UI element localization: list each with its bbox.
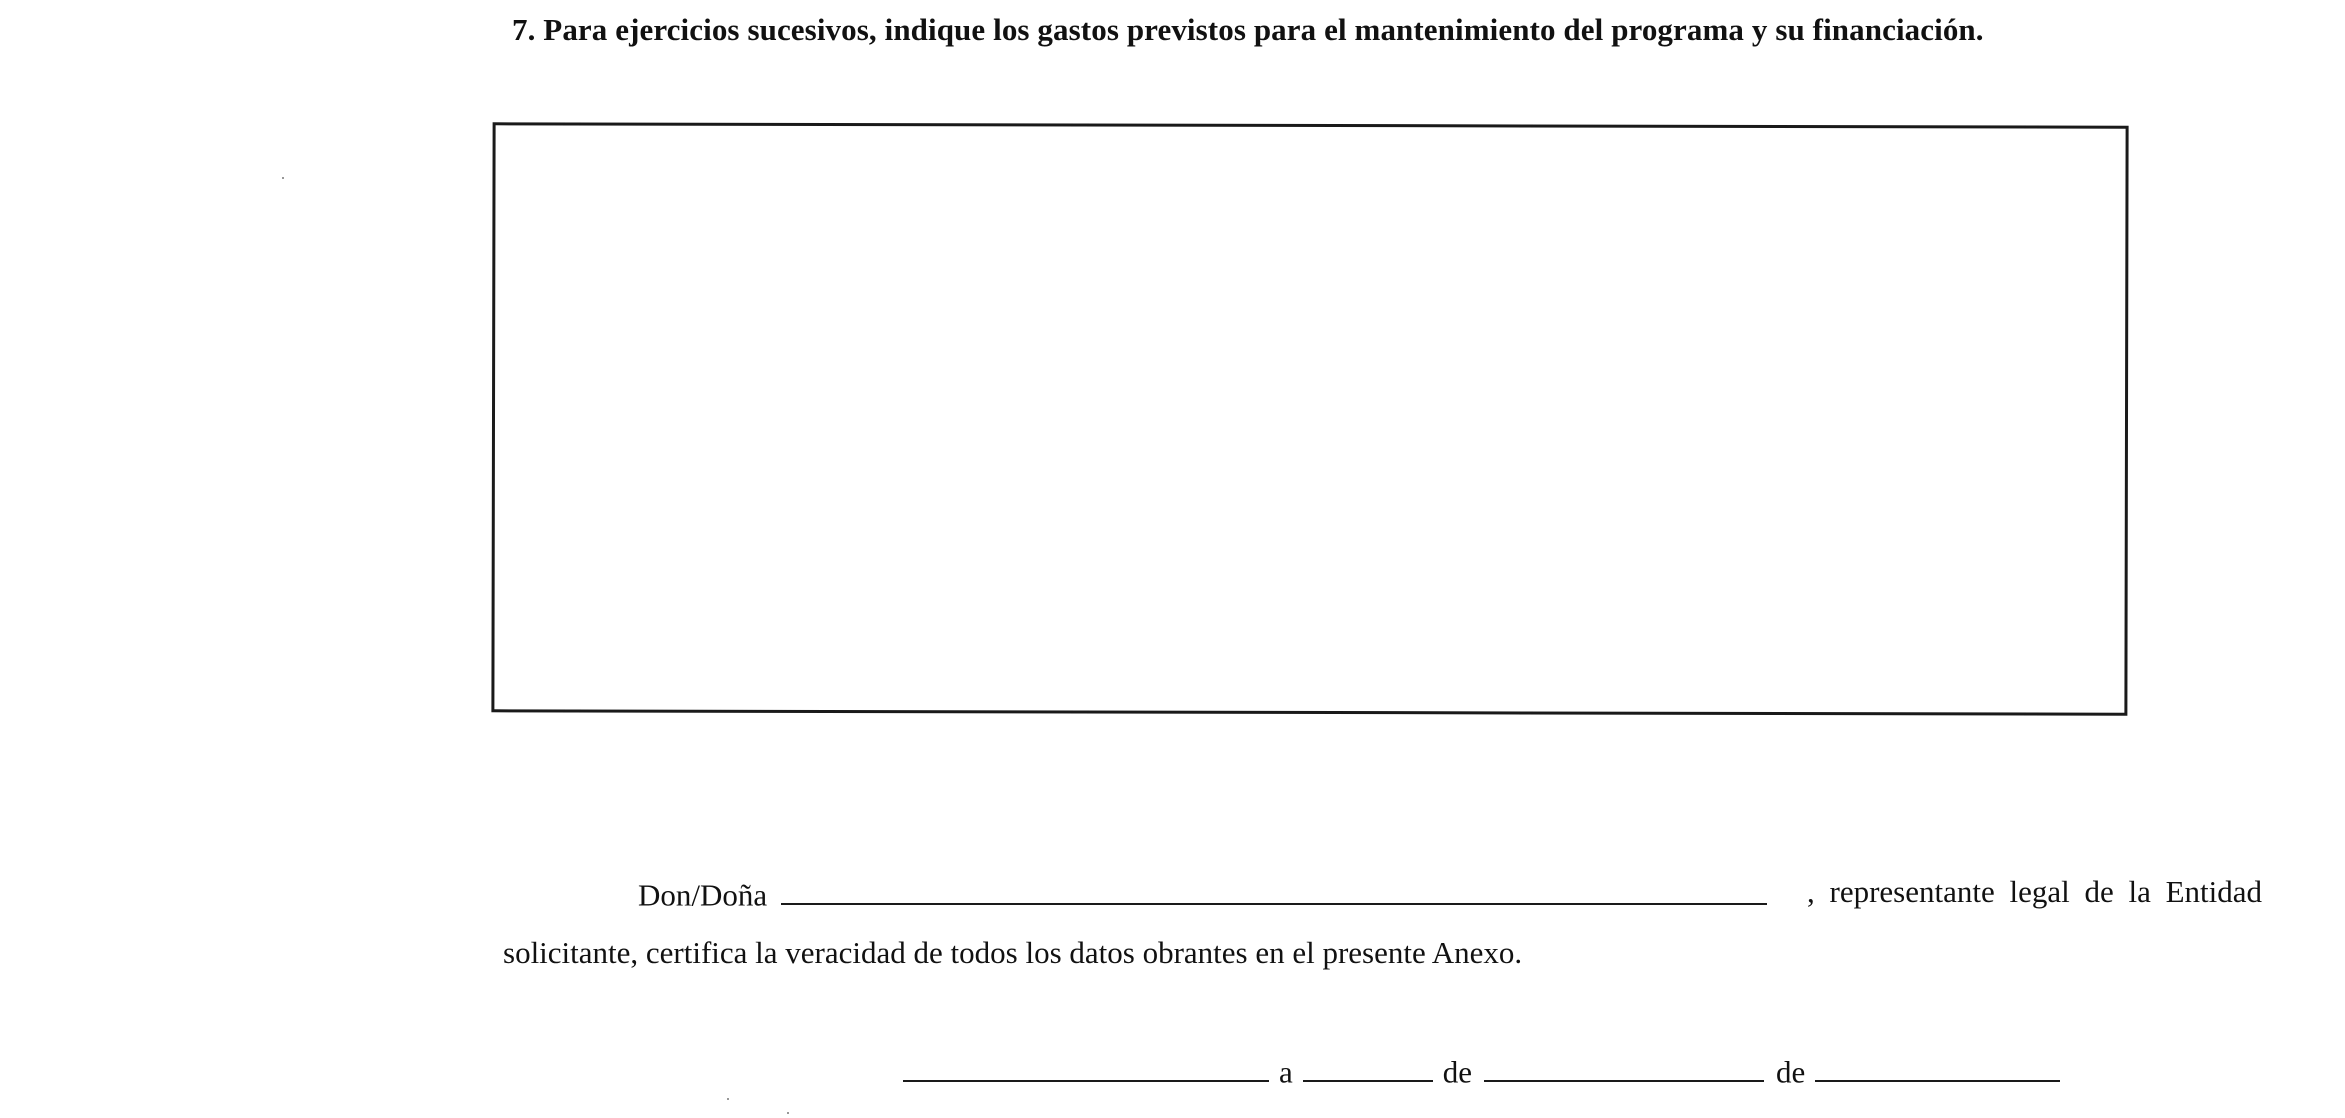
certification-line-1 [638, 874, 1779, 913]
representative-name-blank[interactable] [781, 874, 1767, 905]
day-blank[interactable] [1303, 1051, 1433, 1082]
response-box[interactable] [491, 122, 2128, 715]
date-de-label-1: de [1442, 1054, 1473, 1090]
scan-speck [727, 1098, 729, 1100]
date-a-label: a [1279, 1054, 1293, 1090]
don-dona-label: Don/Doña [638, 877, 768, 913]
scan-speck [282, 177, 284, 179]
section-7-heading: 7. Para ejercicios sucesivos, indique los gastos previstos para el mantenimiento del programa y su financiación. [512, 12, 1984, 47]
scan-speck [787, 1112, 789, 1114]
month-blank[interactable] [1484, 1051, 1764, 1082]
certification-line-2: solicitante, certifica la veracidad de todos los datos obrantes en el presente Anexo. [503, 935, 1523, 970]
certification-suffix: , representante legal de la Entidad [1807, 874, 2263, 909]
place-date-line [903, 1051, 2060, 1090]
year-blank[interactable] [1815, 1051, 2060, 1082]
place-blank[interactable] [903, 1051, 1269, 1082]
date-de-label-2: de [1776, 1054, 1806, 1090]
